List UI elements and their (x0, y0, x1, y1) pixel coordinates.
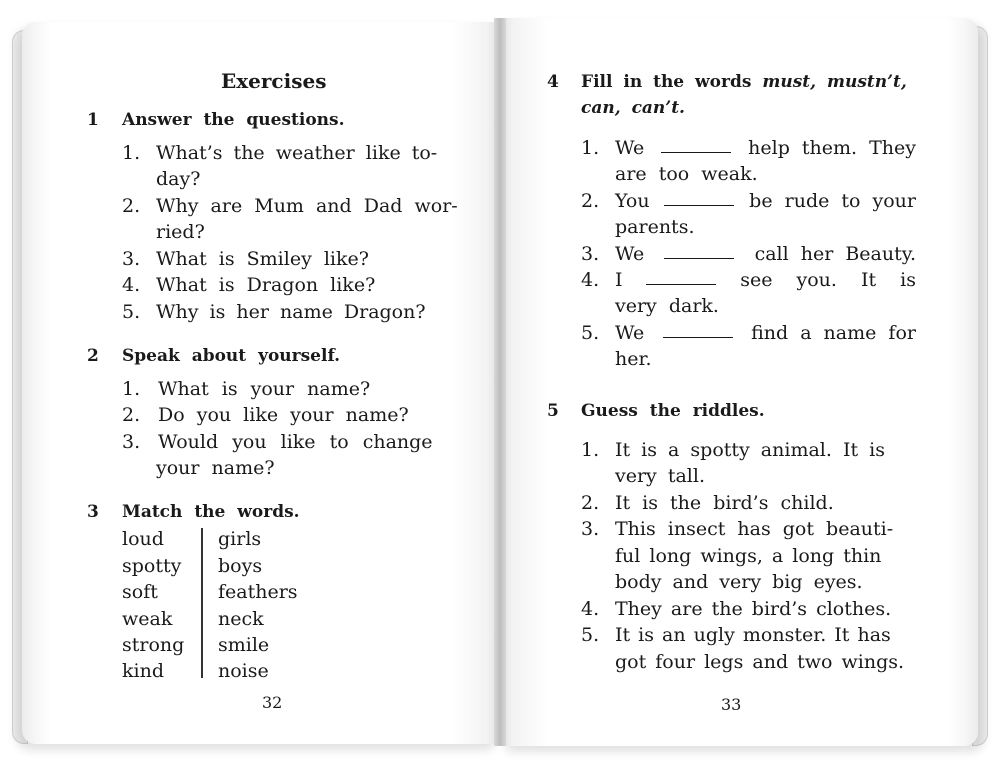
ex2-item-3-number: 3. (122, 431, 141, 453)
ex4-item-4-line2: very dark. (615, 295, 719, 317)
ex1-item-5-number: 5. (122, 301, 141, 323)
match-left-word: weak (122, 608, 173, 630)
ex2-item-3-line2: your name? (156, 457, 275, 479)
ex4-item-2-subject: You (615, 190, 650, 212)
ex4-item-1-rest: help them. They (748, 137, 916, 159)
ex5-item-5-number: 5. (581, 624, 600, 646)
match-right-word: feathers (218, 581, 298, 603)
ex4-item-1-subject: We (615, 137, 645, 159)
ex4-item-4-subject: I (615, 269, 623, 291)
ex2-item-1-number: 1. (122, 378, 141, 400)
ex1-item-1-line1: What’s the weather like to- (156, 142, 438, 164)
exercise-3-number: 3 (87, 502, 99, 522)
match-right-word: neck (218, 608, 264, 630)
ex5-item-4-line1: They are the bird’s clothes. (615, 598, 892, 620)
ex4-item-3-rest: call her Beauty. (754, 243, 916, 265)
fill-in-blank[interactable] (664, 241, 734, 259)
match-left-word: strong (122, 634, 185, 656)
exercise-1-number: 1 (87, 110, 99, 130)
ex4-item-4-rest: see you. It is (740, 269, 916, 291)
exercise-4-heading-text: Fill in the words (581, 72, 752, 92)
ex5-item-1-number: 1. (581, 439, 600, 461)
ex1-item-2-line1: Why are Mum and Dad wor- (156, 195, 458, 217)
ex4-item-1-line2: are too weak. (615, 163, 758, 185)
ex4-item-5-line2: her. (615, 348, 652, 370)
ex5-item-5-line2: got four legs and two wings. (615, 651, 905, 673)
ex5-item-3-number: 3. (581, 518, 600, 540)
ex4-item-4-number: 4. (581, 269, 600, 291)
ex1-item-1-line2: day? (156, 168, 201, 190)
fill-in-blank[interactable] (661, 135, 731, 153)
ex2-item-3-line1: Would you like to change (158, 431, 433, 453)
match-right-word: girls (218, 528, 262, 550)
page-number-right: 33 (721, 695, 742, 714)
ex4-item-4-line1 (615, 267, 916, 293)
exercise-5-number: 5 (547, 401, 559, 421)
fill-in-blank[interactable] (664, 188, 734, 206)
fill-in-blank[interactable] (646, 267, 716, 285)
ex4-item-3-line1 (615, 241, 916, 267)
exercise-2-heading: Speak about yourself. (122, 346, 341, 366)
exercise-4-number: 4 (547, 72, 559, 92)
ex4-item-5-rest: find a name for (751, 322, 916, 344)
fill-in-blank[interactable] (663, 320, 733, 338)
ex5-item-2-number: 2. (581, 492, 600, 514)
exercise-4-heading-words: must, mustn’t, (762, 72, 907, 92)
ex5-item-1-line1: It is a spotty animal. It is (615, 439, 885, 461)
ex4-item-1-line1 (615, 135, 916, 161)
page-title: Exercises (221, 69, 327, 93)
ex1-item-4-number: 4. (122, 274, 141, 296)
match-divider-line (201, 528, 203, 678)
ex4-item-5-number: 5. (581, 322, 600, 344)
match-right-word: smile (218, 634, 270, 656)
exercise-4-heading-words-line2: can, can’t. (581, 98, 685, 118)
match-left-word: kind (122, 660, 164, 682)
ex1-item-2-line2: ried? (156, 221, 205, 243)
ex5-item-1-line2: very tall. (615, 465, 705, 487)
exercise-3-heading: Match the words. (122, 502, 300, 522)
ex4-item-2-rest: be rude to your (749, 190, 916, 212)
ex4-item-5-line1 (615, 320, 916, 346)
ex4-item-1-number: 1. (581, 137, 600, 159)
ex1-item-1-number: 1. (122, 142, 141, 164)
ex2-item-2-number: 2. (122, 404, 141, 426)
ex1-item-3-line1: What is Smiley like? (156, 248, 369, 270)
exercise-2-number: 2 (87, 346, 99, 366)
ex4-item-2-line1 (615, 188, 916, 214)
ex2-item-2-line1: Do you like your name? (158, 404, 409, 426)
ex4-item-2-number: 2. (581, 190, 600, 212)
ex4-item-2-line2: parents. (615, 216, 695, 238)
ex4-item-3-number: 3. (581, 243, 600, 265)
page-number-left: 32 (262, 693, 283, 712)
ex1-item-4-line1: What is Dragon like? (156, 274, 376, 296)
ex5-item-3-line2: ful long wings, a long thin (615, 545, 882, 567)
match-left-word: loud (122, 528, 164, 550)
exercise-4-heading (581, 69, 907, 95)
ex5-item-3-line1: This insect has got beauti- (615, 518, 894, 540)
ex5-item-5-line1: It is an ugly monster. It has (615, 624, 891, 646)
match-right-word: noise (218, 660, 269, 682)
ex4-item-3-subject: We (615, 243, 645, 265)
match-left-word: soft (122, 581, 158, 603)
ex1-item-2-number: 2. (122, 195, 141, 217)
ex2-item-1-line1: What is your name? (158, 378, 371, 400)
exercise-1-heading: Answer the questions. (122, 110, 345, 130)
ex4-item-5-subject: We (615, 322, 645, 344)
match-right-word: boys (218, 555, 263, 577)
ex5-item-2-line1: It is the bird’s child. (615, 492, 834, 514)
ex5-item-3-line3: body and very big eyes. (615, 571, 863, 593)
ex5-item-4-number: 4. (581, 598, 600, 620)
match-left-word: spotty (122, 555, 182, 577)
ex1-item-3-number: 3. (122, 248, 141, 270)
ex1-item-5-line1: Why is her name Dragon? (156, 301, 426, 323)
exercise-5-heading: Guess the riddles. (581, 401, 765, 421)
book-spine-gutter (494, 18, 506, 746)
